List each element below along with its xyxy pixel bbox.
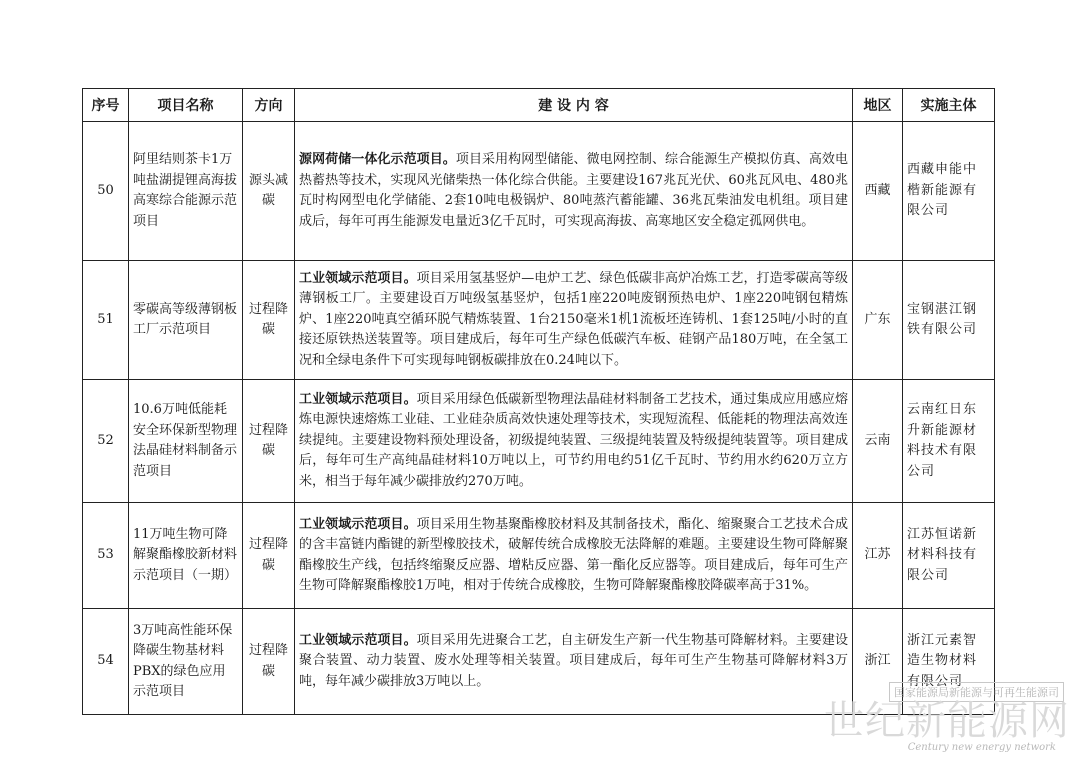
row-content-lead: 工业领域示范项目。 — [299, 391, 417, 407]
row-serial-number: 53 — [83, 503, 129, 609]
row-serial-number: 54 — [83, 609, 129, 715]
row-content-lead: 工业领域示范项目。 — [299, 516, 417, 532]
row-serial-number: 52 — [83, 380, 129, 503]
row-region: 云南 — [853, 380, 903, 503]
header-region: 地区 — [853, 89, 903, 122]
row-region: 江苏 — [853, 503, 903, 609]
row-project-name: 11万吨生物可降解聚酯橡胶新材料示范项目（一期） — [129, 503, 243, 609]
row-region: 浙江 — [853, 609, 903, 715]
row-implementing-entity: 浙江元素智造生物材料有限公司 — [903, 609, 995, 715]
row-project-name: 10.6万吨低能耗安全环保新型物理法晶硅材料制备示范项目 — [129, 380, 243, 503]
table-row — [83, 261, 995, 380]
row-direction: 过程降碳 — [243, 261, 295, 380]
watermark-logo-text: 世纪新能源网 — [824, 698, 1070, 744]
row-implementing-entity: 云南红日东升新能源材料技术有限公司 — [903, 380, 995, 503]
row-content-body: 项目采用构网型储能、微电网控制、综合能源生产模拟仿真、高效电热蓄热等技术，实现风光储柴热一体化综合供能。主要建设167兆瓦光伏、60兆瓦风电、480兆瓦时构网型电化学储能、2套10吨电极锅炉、80吨蒸汽蓄能罐、36兆瓦柴油发电机组。项目建成后，每年可再生能源发电量近3亿千瓦时，可实现高海拔、高寒地区安全稳定孤网供电。 — [299, 152, 848, 229]
row-project-name: 零碳高等级薄钢板工厂示范项目 — [129, 261, 243, 380]
row-content — [295, 503, 853, 609]
row-implementing-entity: 西藏申能中楷新能源有限公司 — [903, 122, 995, 261]
row-direction: 过程降碳 — [243, 609, 295, 715]
row-project-name: 阿里结则茶卡1万吨盐湖提锂高海拔高寒综合能源示范项目 — [129, 122, 243, 261]
watermark-english: Century new energy network — [907, 742, 1056, 753]
row-content-lead: 工业领域示范项目。 — [299, 632, 417, 648]
row-content — [295, 122, 853, 261]
table-row — [83, 503, 995, 609]
table-row — [83, 380, 995, 503]
watermark-subtitle: 国家能源局新能源与可再生能源司 — [889, 682, 1064, 702]
row-direction: 过程降碳 — [243, 380, 295, 503]
row-content-body: 项目采用先进聚合工艺，自主研发生产新一代生物基可降解材料。主要建设聚合装置、动力装置、废水处理等相关装置。项目建成后，每年可生产生物基可降解材料3万吨，每年减少碳排放3万吨以上。 — [299, 632, 848, 689]
row-content-body: 项目采用生物基聚酯橡胶材料及其制备技术，酯化、缩聚聚合工艺技术合成的含丰富链内酯键的新型橡胶技术，破解传统合成橡胶无法降解的难题。主要建设生物可降解聚酯橡胶生产线，包括终缩聚反应器、增粘反应器、第一酯化反应器等。项目建成后，每年可生产生物可降解聚酯橡胶1万吨，相对于传统合成橡胶，生物可降解聚酯橡胶降碳率高于31%。 — [299, 516, 848, 593]
row-serial-number: 51 — [83, 261, 129, 380]
row-direction: 源头减碳 — [243, 122, 295, 261]
table-row — [83, 122, 995, 261]
header-serial-number: 序号 — [83, 89, 129, 122]
row-implementing-entity: 江苏恒诺新材料科技有限公司 — [903, 503, 995, 609]
watermark — [824, 682, 1070, 756]
row-content-lead: 源网荷储一体化示范项目。 — [299, 152, 456, 167]
header-implementing-entity: 实施主体 — [903, 89, 995, 122]
table-header-row — [83, 89, 995, 122]
row-content-lead: 工业领域示范项目。 — [299, 270, 417, 286]
header-direction: 方向 — [243, 89, 295, 122]
row-content — [295, 261, 853, 380]
projects-table — [82, 88, 995, 715]
row-implementing-entity: 宝钢湛江钢铁有限公司 — [903, 261, 995, 380]
row-direction: 过程降碳 — [243, 503, 295, 609]
header-project-name: 项目名称 — [129, 89, 243, 122]
row-content — [295, 609, 853, 715]
row-region: 西藏 — [853, 122, 903, 261]
row-region: 广东 — [853, 261, 903, 380]
row-content-body: 项目采用绿色低碳新型物理法晶硅材料制备工艺技术，通过集成应用感应熔炼电源快速熔炼工业硅、工业硅杂质高效快速处理等技术，实现短流程、低能耗的物理法高效连续提纯。主要建设物料预处理设备，初级提纯装置、三级提纯装置及特级提纯装置等。项目建成后，每年可生产高纯晶硅材料10万吨以上，可节约用电约51亿千瓦时、节约用水约620万立方米，相当于每年减少碳排放约270万吨。 — [299, 391, 848, 489]
row-project-name: 3万吨高性能环保降碳生物基材料PBX的绿色应用示范项目 — [129, 609, 243, 715]
header-construction-content: 建 设 内 容 — [295, 89, 853, 122]
row-content-body: 项目采用氢基竖炉—电炉工艺、绿色低碳非高炉冶炼工艺，打造零碳高等级薄钢板工厂。主要建设百万吨级氢基竖炉，包括1座220吨废钢预热电炉、1座220吨钢包精炼炉、1座220吨真空循环脱气精炼装置、1台2150毫米1机1流板坯连铸机、1套125吨/小时的直接还原铁热送装置等。项目建成后，每年可生产绿色低碳汽车板、硅钢产品180万吨，在全氢工况和全绿电条件下可实现每吨钢板碳排放在0.24吨以下。 — [299, 270, 848, 368]
row-content — [295, 380, 853, 503]
row-serial-number: 50 — [83, 122, 129, 261]
